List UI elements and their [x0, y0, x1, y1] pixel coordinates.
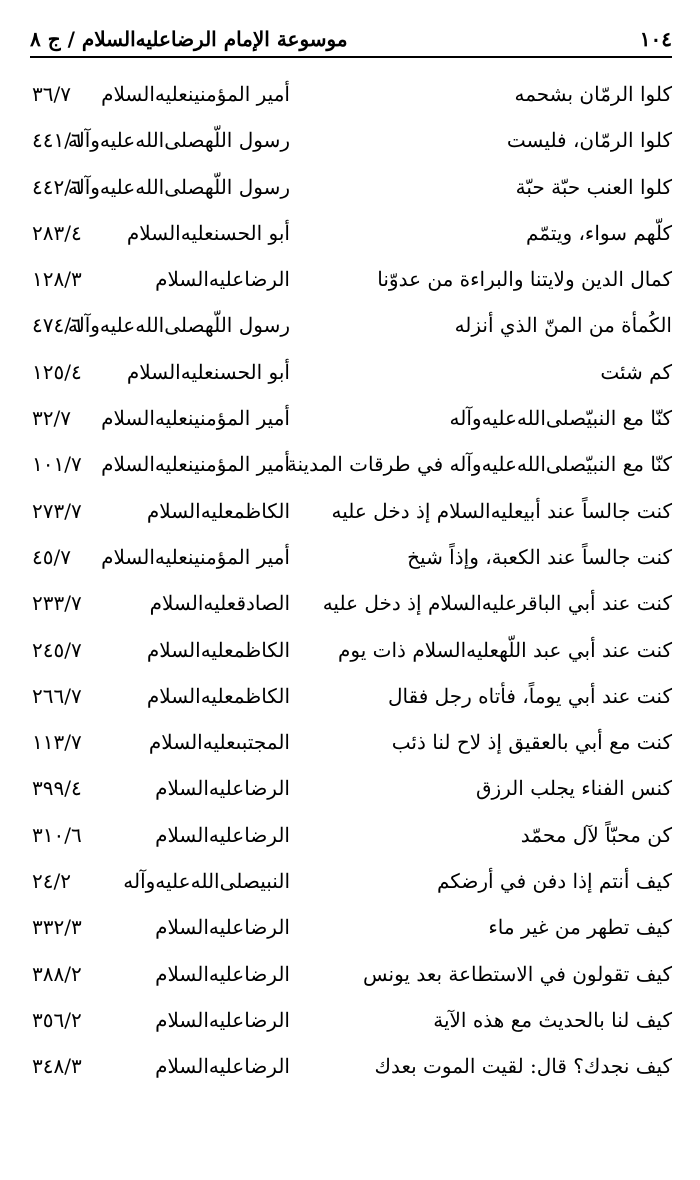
hadith-phrase: كنس الفناء يجلب الرزق: [475, 776, 672, 801]
index-entry: [0, 74, 700, 120]
hadith-phrase: كيف أنتم إذا دفن في أرضكم: [436, 869, 672, 894]
index-entry: [0, 583, 700, 629]
narrator-name: أبو الحسنعليه‌السلام: [126, 220, 290, 245]
narrator-name: أمير المؤمنينعليه‌السلام: [101, 82, 290, 106]
volume-page-ref: ٢٨٣/٤: [32, 220, 82, 245]
index-entry: [0, 305, 700, 351]
volume-page-ref: ٣٦/٧: [32, 82, 71, 106]
narrator-name: الرضاعليه‌السلام: [155, 267, 290, 292]
volume-page-ref: ١٠١/٧: [32, 452, 82, 477]
index-entry: [0, 537, 700, 583]
volume-page-ref: ٢٣٣/٧: [32, 591, 82, 616]
narrator-name: الرضاعليه‌السلام: [155, 822, 290, 847]
narrator-name: المجتبىعليه‌السلام: [148, 730, 290, 755]
hadith-phrase: كلوا العنب حبّة حبّة: [515, 174, 672, 199]
volume-page-ref: ٣٨٨/٢: [32, 961, 82, 986]
hadith-phrase: كلوا الرمّان، فليست: [506, 128, 672, 153]
volume-page-ref: ٤٤٢/٦: [32, 174, 82, 199]
volume-page-ref: ٢٦٦/٧: [32, 683, 82, 708]
volume-page-ref: ٤٤١/٦: [32, 128, 82, 153]
hadith-phrase: كمال الدين ولايتنا والبراءة من عدوّنا: [377, 267, 672, 292]
hadith-phrase: كنت عند أبي يوماً، فأتاه رجل فقال: [387, 683, 672, 708]
narrator-name: النبيصلى‌الله‌عليه‌وآله: [123, 869, 290, 894]
narrator-name: الرضاعليه‌السلام: [155, 776, 290, 801]
volume-page-ref: ٣٩٩/٤: [32, 776, 82, 801]
index-entry: [0, 213, 700, 259]
volume-page-ref: ٣٢/٧: [32, 406, 71, 431]
narrator-name: الرضاعليه‌السلام: [155, 1007, 290, 1032]
index-entry: [0, 722, 700, 768]
index-entry: [0, 907, 700, 953]
hadith-phrase: الكُمأة من المنّ الذي أنزله: [454, 313, 672, 338]
narrator-name: الرضاعليه‌السلام: [155, 915, 290, 940]
narrator-name: الكاظمعليه‌السلام: [146, 637, 290, 662]
narrator-name: الكاظمعليه‌السلام: [146, 498, 290, 523]
hadith-phrase: كنت جالساً عند الكعبة، وإذاً شيخ: [407, 544, 672, 569]
narrator-name: أمير المؤمنينعليه‌السلام: [101, 406, 290, 431]
narrator-name: رسول اللّهصلى‌الله‌عليه‌وآله: [67, 174, 290, 199]
volume-page-ref: ٢٤/٢: [32, 869, 71, 894]
index-entry: [0, 630, 700, 676]
index-entry: [0, 491, 700, 537]
hadith-phrase: كنت مع أبي بالعقيق إذ لاح لنا ذئب: [391, 730, 672, 755]
hadith-phrase: كنت عند أبي عبد اللّهعليه‌السلام ذات يوم: [338, 637, 672, 662]
hadith-phrase: كنت جالساً عند أبيعليه‌السلام إذ دخل عليه: [331, 498, 672, 523]
volume-page-ref: ١١٣/٧: [32, 730, 82, 755]
hadith-phrase: كيف تطهر من غير ماء: [488, 915, 672, 940]
index-entry: [0, 1000, 700, 1046]
index-entry: [0, 676, 700, 722]
volume-page-ref: ٣٤٨/٣: [32, 1054, 82, 1079]
narrator-name: أبو الحسنعليه‌السلام: [126, 359, 290, 384]
hadith-phrase: كيف لنا بالحديث مع هذه الآية: [433, 1007, 672, 1032]
volume-page-ref: ١٢٨/٣: [32, 267, 82, 292]
volume-page-ref: ٢٤٥/٧: [32, 637, 82, 662]
index-entry: [0, 167, 700, 213]
index-entry: [0, 954, 700, 1000]
narrator-name: الصادقعليه‌السلام: [149, 591, 290, 616]
volume-page-ref: ٤٧٤/٦: [32, 313, 82, 338]
index-entry: [0, 120, 700, 166]
narrator-name: أمير المؤمنينعليه‌السلام: [101, 544, 290, 569]
page-number: ١٠٤: [639, 27, 672, 51]
volume-page-ref: ٢٧٣/٧: [32, 498, 82, 523]
volume-page-ref: ٣٥٦/٢: [32, 1007, 82, 1032]
hadith-phrase: كنت عند أبي الباقرعليه‌السلام إذ دخل عليه: [322, 591, 672, 616]
hadith-phrase: كنّا مع النبيّصلى‌الله‌عليه‌وآله في طرقات المدينة: [286, 452, 672, 477]
narrator-name: الرضاعليه‌السلام: [155, 961, 290, 986]
hadith-phrase: كنّا مع النبيّصلى‌الله‌عليه‌وآله: [449, 406, 672, 431]
index-entry: [0, 444, 700, 490]
index-entry: [0, 815, 700, 861]
book-title: موسوعة الإمام الرضاعليه‌السلام / ج ٨: [30, 27, 348, 51]
index-entry: [0, 352, 700, 398]
narrator-name: رسول اللّهصلى‌الله‌عليه‌وآله: [67, 128, 290, 153]
hadith-phrase: كلّهم سواء، ويتمّم: [525, 220, 672, 245]
hadith-phrase: كلوا الرمّان بشحمه: [514, 82, 672, 106]
index-entry: [0, 398, 700, 444]
volume-page-ref: ٣١٠/٦: [32, 822, 82, 847]
index-entry: [0, 259, 700, 305]
hadith-phrase: كيف نجدك؟ قال: لقيت الموت بعدك: [374, 1054, 672, 1079]
narrator-name: رسول اللّهصلى‌الله‌عليه‌وآله: [67, 313, 290, 338]
volume-page-ref: ٣٣٢/٣: [32, 915, 82, 940]
narrator-name: أمير المؤمنينعليه‌السلام: [101, 452, 290, 477]
hadith-phrase: كيف تقولون في الاستطاعة بعد يونس: [363, 961, 672, 986]
index-list: [0, 74, 700, 1093]
hadith-phrase: كن محبّاً لآل محمّد: [520, 822, 672, 847]
narrator-name: الكاظمعليه‌السلام: [146, 683, 290, 708]
volume-page-ref: ١٢٥/٤: [32, 359, 82, 384]
hadith-phrase: كم شئت: [600, 359, 672, 384]
index-entry: [0, 1046, 700, 1092]
volume-page-ref: ٤٥/٧: [32, 544, 71, 569]
narrator-name: الرضاعليه‌السلام: [155, 1054, 290, 1079]
page-header: [30, 22, 672, 58]
index-entry: [0, 768, 700, 814]
index-entry: [0, 861, 700, 907]
